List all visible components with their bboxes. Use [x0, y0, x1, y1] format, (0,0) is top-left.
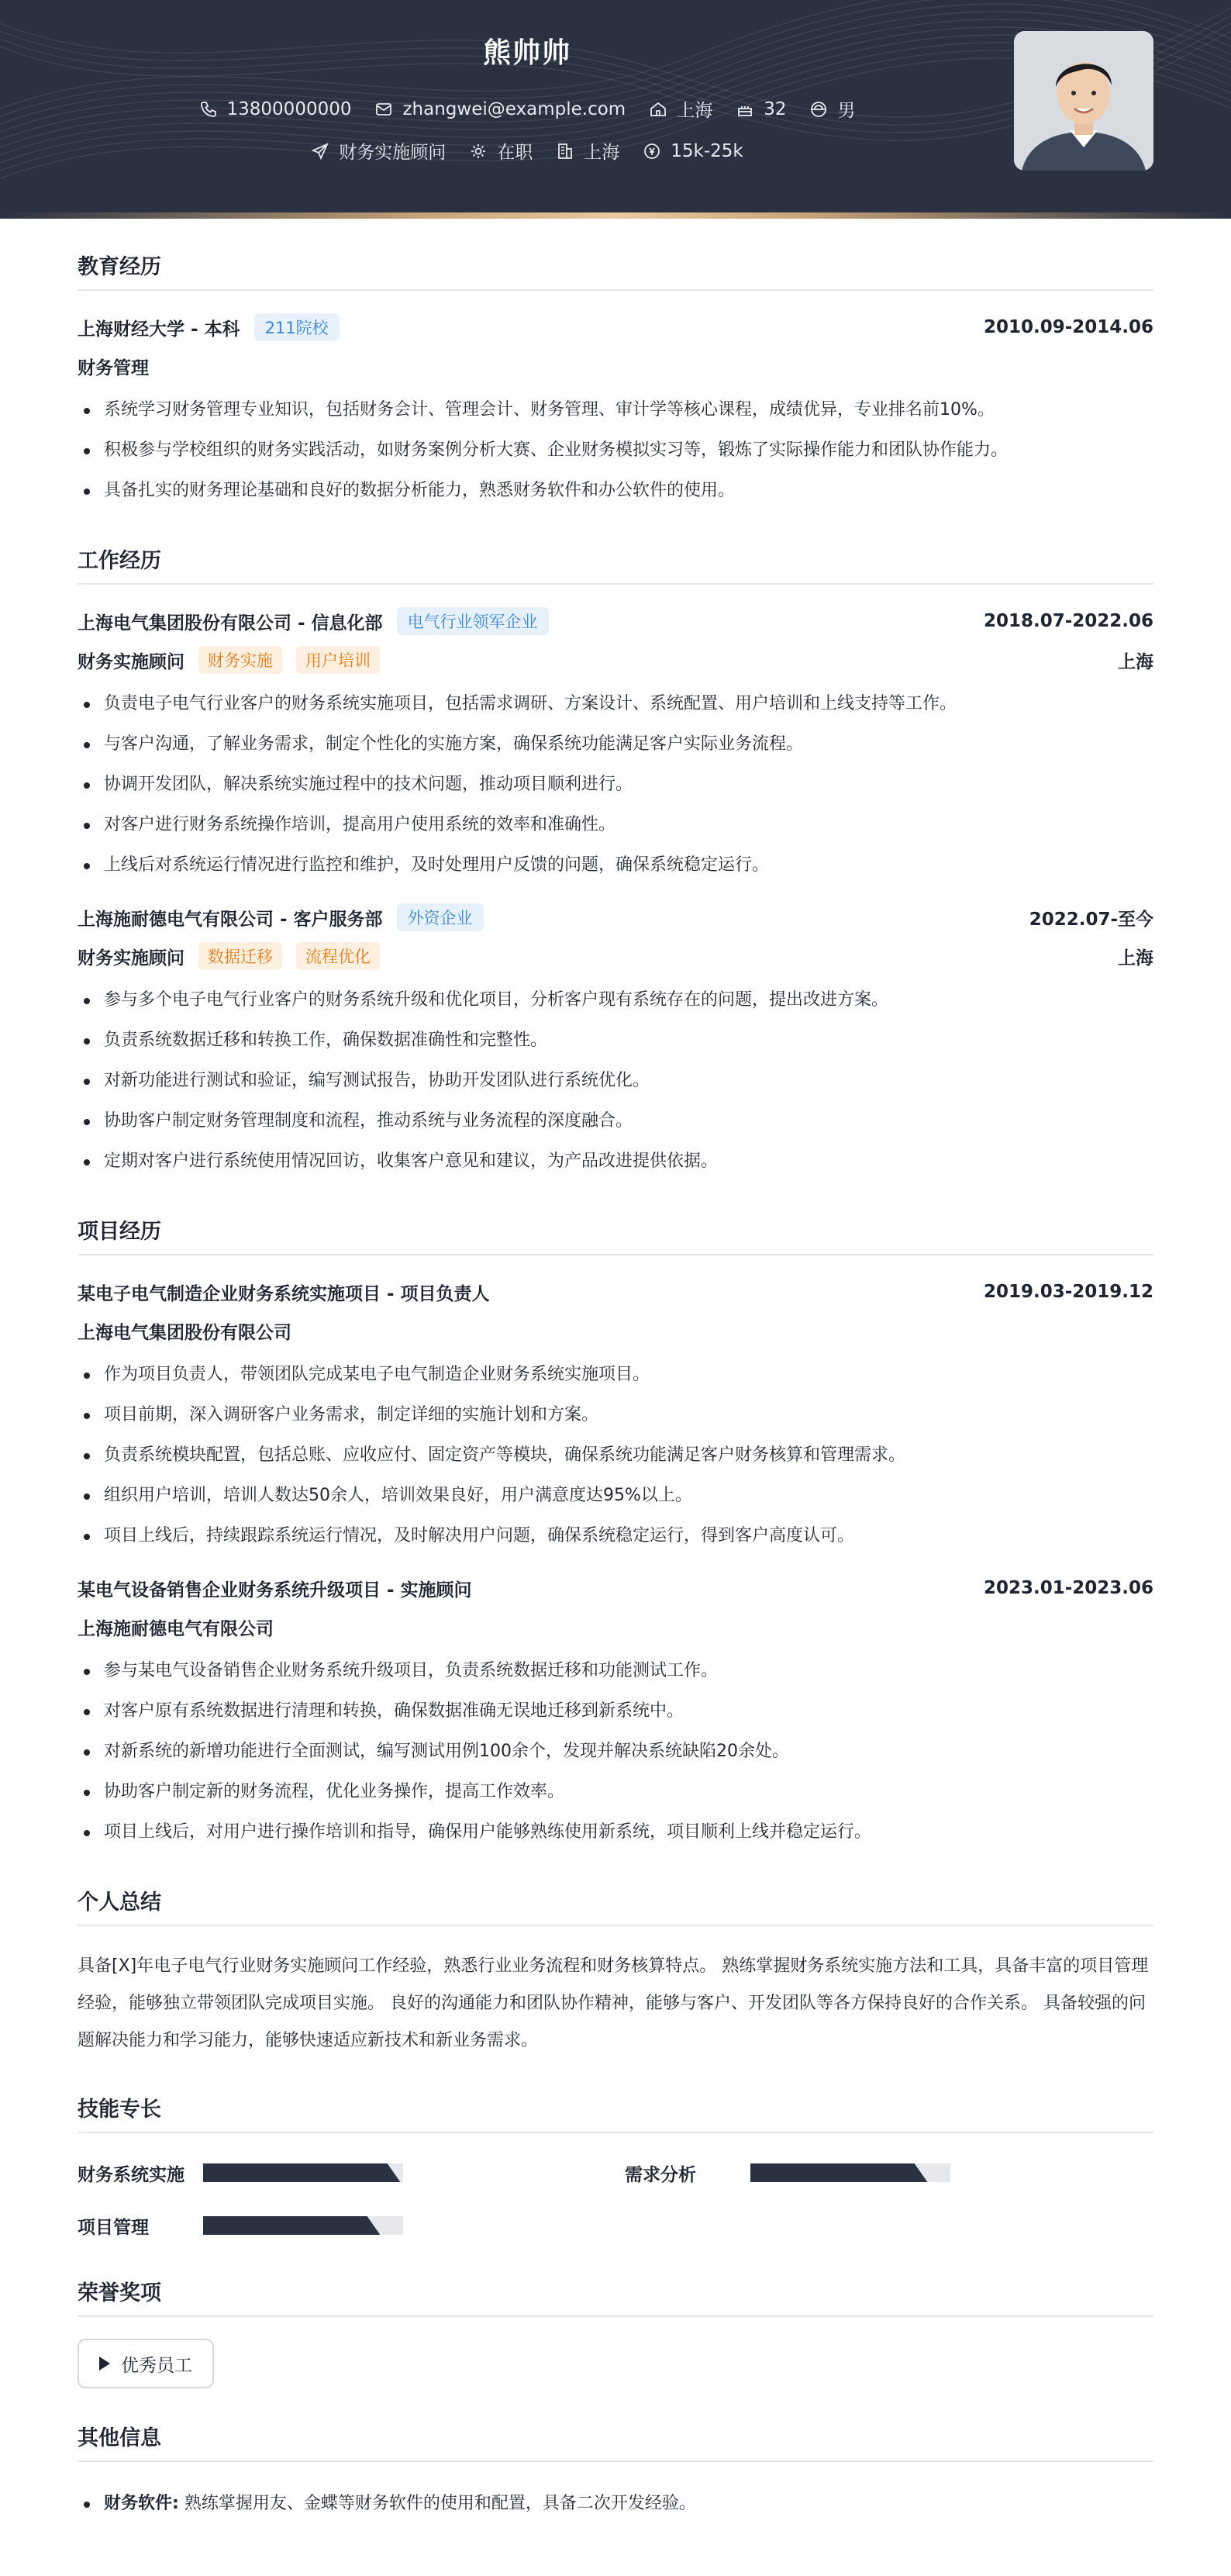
target-position-text: 财务实施顾问	[339, 143, 447, 163]
list-item: 系统学习财务管理专业知识，包括财务会计、管理会计、财务管理、审计学等核心课程，成绩优异，专业排名前10%。	[78, 390, 1153, 430]
skill-item	[625, 2155, 1153, 2191]
project-company: 上海电气集团股份有限公司	[78, 1322, 291, 1343]
skill-level-bar	[203, 2216, 403, 2235]
job-role: 财务实施顾问	[78, 651, 184, 672]
list-item: 对客户进行财务系统操作培训，提高用户使用系统的效率和准确性。	[78, 805, 1153, 845]
candidate-name: 熊帅帅	[482, 37, 571, 69]
target-city-text: 上海	[584, 143, 620, 163]
skill-item	[78, 2208, 625, 2243]
education-bullets	[78, 390, 1153, 511]
list-item: 协调开发团队，解决系统实施过程中的技术问题，推动项目顺利进行。	[78, 765, 1153, 805]
job-intent-row	[0, 138, 1054, 164]
skills-grid	[78, 2155, 1153, 2243]
skills-section	[78, 2092, 1153, 2243]
project-item	[78, 1573, 1153, 1853]
work-city: 上海	[1118, 651, 1153, 672]
awards-section	[78, 2276, 1153, 2388]
company-name: 上海施耐德电气有限公司 - 客户服务部	[78, 909, 383, 930]
list-item: 参与多个电子电气行业客户的财务系统升级和优化项目，分析客户现有系统存在的问题，提出改进方案。	[78, 980, 1153, 1020]
list-item: 负责电子电气行业客户的财务系统实施项目，包括需求调研、方案设计、系统配置、用户培训和上线支持等工作。	[78, 684, 1153, 724]
list-item: 定期对客户进行系统使用情况回访，收集客户意见和建议，为产品改进提供依据。	[78, 1141, 1153, 1182]
projects-section	[78, 1214, 1153, 1853]
profile-photo	[1014, 31, 1153, 171]
other-label: 财务软件:	[104, 2494, 179, 2513]
cake-icon	[736, 100, 754, 119]
skill-tag: 财务实施	[198, 646, 282, 674]
education-section	[78, 250, 1153, 511]
work-section	[78, 544, 1153, 1182]
skill-name: 财务系统实施	[78, 2164, 184, 2185]
target-position-item	[311, 138, 446, 164]
major: 财务管理	[78, 357, 149, 378]
other-list	[78, 2484, 1153, 2524]
work-title: 工作经历	[78, 544, 1153, 585]
list-item	[78, 2484, 1153, 2524]
money-icon	[643, 142, 661, 161]
award-chip[interactable]	[78, 2339, 214, 2388]
list-item: 作为项目负责人，带领团队完成某电子电气制造企业财务系统实施项目。	[78, 1355, 1153, 1395]
school-badge: 211院校	[254, 313, 340, 341]
project-item	[78, 1277, 1153, 1556]
work-bullets	[78, 980, 1153, 1182]
skill-level-bar	[203, 2163, 403, 2182]
list-item: 具备扎实的财务理论基础和良好的数据分析能力，熟悉财务软件和办公软件的使用。	[78, 471, 1153, 511]
salary-text: 15k-25k	[671, 140, 743, 161]
list-item: 负责系统模块配置，包括总账、应收应付、固定资产等模块，确保系统功能满足客户财务核算和管理需求。	[78, 1435, 1153, 1476]
target-city-item	[556, 138, 619, 164]
resume-body	[0, 250, 1231, 2524]
education-period: 2010.09-2014.06	[983, 317, 1153, 337]
list-item: 项目上线后，持续跟踪系统运行情况，及时解决用户问题，确保系统稳定运行，得到客户高度认可。	[78, 1516, 1153, 1556]
education-item	[78, 313, 1153, 511]
building-icon	[556, 142, 574, 161]
avatar-illustration	[1014, 31, 1153, 171]
list-item: 与客户沟通，了解业务需求，制定个性化的实施方案，确保系统功能满足客户实际业务流程。	[78, 724, 1153, 765]
list-item: 组织用户培训，培训人数达50余人，培训效果良好，用户满意度达95%以上。	[78, 1476, 1153, 1516]
status-item	[469, 138, 533, 164]
school-name: 上海财经大学 - 本科	[78, 319, 240, 340]
person-icon	[809, 100, 828, 119]
projects-title: 项目经历	[78, 1214, 1153, 1255]
contact-info-row	[0, 96, 1054, 122]
skill-level-bar	[750, 2163, 950, 2182]
skill-level-fill	[750, 2163, 910, 2182]
gear-icon	[469, 142, 488, 161]
skill-level-fill	[203, 2163, 383, 2182]
list-item: 对客户原有系统数据进行清理和转换，确保数据准确无误地迁移到新系统中。	[78, 1691, 1153, 1732]
project-bullets	[78, 1355, 1153, 1556]
awards-title: 荣誉奖项	[78, 2276, 1153, 2317]
list-item: 对新功能进行测试和验证，编写测试报告，协助开发团队进行系统优化。	[78, 1061, 1153, 1101]
award-label: 优秀员工	[121, 2355, 192, 2376]
other-section	[78, 2421, 1153, 2524]
summary-title: 个人总结	[78, 1885, 1153, 1926]
list-item: 对新系统的新增功能进行全面测试，编写测试用例100余个，发现并解决系统缺陷20余处。	[78, 1732, 1153, 1772]
email-item	[374, 99, 626, 119]
play-icon	[99, 2357, 110, 2371]
project-name: 某电气设备销售企业财务系统升级项目 - 实施顾问	[78, 1580, 472, 1601]
skill-item	[78, 2155, 625, 2191]
home-icon	[649, 100, 667, 119]
list-item: 项目上线后，对用户进行操作培训和指导，确保用户能够熟练使用新系统，项目顺利上线并稳定运行。	[78, 1812, 1153, 1853]
header-accent-bar	[0, 212, 1231, 219]
list-item: 积极参与学校组织的财务实践活动，如财务案例分析大赛、企业财务模拟实习等，锻炼了实际操作能力和团队协作能力。	[78, 430, 1153, 471]
skill-name: 需求分析	[625, 2164, 696, 2185]
work-period: 2018.07-2022.06	[983, 611, 1153, 631]
project-period: 2023.01-2023.06	[983, 1578, 1153, 1598]
send-icon	[311, 142, 329, 161]
list-item: 项目前期，深入调研客户业务需求，制定详细的实施计划和方案。	[78, 1395, 1153, 1435]
other-text: 熟练掌握用友、金蝶等财务软件的使用和配置，具备二次开发经验。	[184, 2494, 696, 2513]
email-text: zhangwei@example.com	[402, 98, 626, 119]
gender-text: 男	[837, 101, 856, 121]
list-item: 上线后对系统运行情况进行监控和维护，及时处理用户反馈的问题，确保系统稳定运行。	[78, 845, 1153, 886]
list-item: 参与某电气设备销售企业财务系统升级项目，负责系统数据迁移和功能测试工作。	[78, 1651, 1153, 1691]
project-name: 某电子电气制造企业财务系统实施项目 - 项目负责人	[78, 1283, 490, 1304]
summary-section	[78, 1885, 1153, 2060]
age-text: 32	[764, 98, 787, 119]
phone-item	[199, 99, 352, 119]
skill-level-fill	[203, 2216, 363, 2235]
location-item	[649, 96, 712, 122]
age-item	[736, 99, 786, 119]
skill-tag: 用户培训	[296, 646, 380, 674]
work-item	[78, 903, 1153, 1182]
work-item	[78, 606, 1153, 886]
work-period: 2022.07-至今	[1029, 909, 1153, 930]
skill-tag: 数据迁移	[198, 942, 282, 970]
project-period: 2019.03-2019.12	[983, 1282, 1153, 1302]
list-item: 协助客户制定财务管理制度和流程，推动系统与业务流程的深度融合。	[78, 1101, 1153, 1141]
project-bullets	[78, 1651, 1153, 1853]
mail-icon	[374, 100, 393, 119]
skill-name: 项目管理	[78, 2217, 149, 2238]
salary-item	[643, 141, 743, 161]
summary-text: 具备[X]年电子电气行业财务实施顾问工作经验，熟悉行业业务流程和财务核算特点。 熟练掌握财务系统实施方法和工具，具备丰富的项目管理经验，能够独立带领团队完成项目实施。 良好的沟通能力和团队协作精神，能够与客户、开发团队等各方保持良好的合作关系。 具备较强的问题解决能力和学习能力，能够快速适应新技术和新业务需求。	[78, 1956, 1149, 2050]
list-item: 负责系统数据迁移和转换工作，确保数据准确性和完整性。	[78, 1020, 1153, 1061]
location-text: 上海	[677, 101, 713, 121]
status-text: 在职	[497, 143, 533, 163]
work-bullets	[78, 684, 1153, 886]
skill-tag: 流程优化	[296, 942, 380, 970]
list-item: 协助客户制定新的财务流程，优化业务操作，提高工作效率。	[78, 1772, 1153, 1812]
gender-item	[809, 96, 855, 122]
work-city: 上海	[1118, 948, 1153, 969]
resume-header	[0, 0, 1231, 219]
company-badge: 外资企业	[397, 903, 484, 931]
education-title: 教育经历	[78, 250, 1153, 291]
company-badge: 电气行业领军企业	[397, 607, 549, 635]
phone-text: 13800000000	[226, 98, 352, 119]
other-title: 其他信息	[78, 2421, 1153, 2462]
job-role: 财务实施顾问	[78, 948, 184, 969]
phone-icon	[199, 100, 218, 119]
company-name: 上海电气集团股份有限公司 - 信息化部	[78, 613, 383, 634]
skills-title: 技能专长	[78, 2092, 1153, 2133]
project-company: 上海施耐德电气有限公司	[78, 1618, 274, 1639]
